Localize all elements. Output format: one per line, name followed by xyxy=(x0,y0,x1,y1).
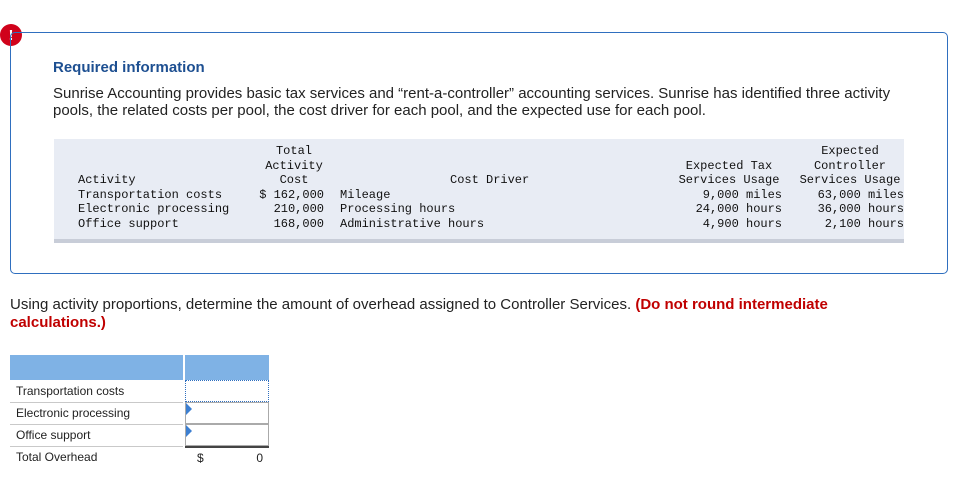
row-activity: Electronic processing xyxy=(78,202,230,216)
row-ctrl-usage: 36,000 hours xyxy=(817,202,904,216)
activity-data-table xyxy=(54,139,904,243)
header-tax-line1: Expected Tax xyxy=(685,158,773,173)
alert-icon: ! xyxy=(0,24,22,46)
info-description: Sunrise Accounting provides basic tax services and “rent-a-controller” accounting services. Sunrise has identified three activity pools, the related costs per pool, the cost driver for each pool, and the expected use for each pool. xyxy=(53,85,891,119)
row-ctrl-usage: 2,100 hours xyxy=(824,216,904,231)
office-support-amount-input[interactable] xyxy=(185,424,269,446)
answer-row xyxy=(10,380,269,402)
answer-table xyxy=(10,355,269,468)
total-overhead-value xyxy=(185,446,269,468)
answer-row-label: Office support xyxy=(10,424,183,446)
total-value: 0 xyxy=(256,451,263,465)
header-total-cost-line3: Cost xyxy=(279,173,309,187)
header-ctrl-line3: Services Usage xyxy=(799,173,901,187)
answer-header-label-cell xyxy=(10,355,183,380)
row-activity: Office support xyxy=(78,216,179,231)
row-activity: Transportation costs xyxy=(78,187,223,202)
header-tax-line2: Services Usage xyxy=(678,173,780,187)
row-tax-usage: 24,000 hours xyxy=(695,202,782,216)
row-cost: $ 162,000 xyxy=(259,187,324,202)
row-ctrl-usage: 63,000 miles xyxy=(817,187,904,202)
transportation-amount-input[interactable] xyxy=(185,380,269,402)
total-overhead-label: Total Overhead xyxy=(16,450,98,465)
info-title: Required information xyxy=(53,59,205,76)
answer-row xyxy=(10,424,269,446)
row-tax-usage: 9,000 miles xyxy=(702,187,782,202)
answer-header-row xyxy=(10,355,269,380)
row-cost: 210,000 xyxy=(273,202,324,216)
header-ctrl-line2: Controller xyxy=(813,158,886,173)
header-total-cost-line1: Total xyxy=(275,144,312,158)
header-ctrl-line1: Expected xyxy=(821,144,879,158)
question-prompt xyxy=(10,296,890,332)
header-cost-driver: Cost Driver xyxy=(450,173,530,187)
input-marker-icon xyxy=(186,403,192,415)
answer-row-label: Electronic processing xyxy=(10,402,183,424)
row-cost: 168,000 xyxy=(273,216,324,231)
total-row xyxy=(10,446,269,468)
input-marker-icon xyxy=(186,425,192,437)
required-information-box xyxy=(10,32,948,274)
row-driver: Administrative hours xyxy=(340,216,485,231)
row-driver: Processing hours xyxy=(340,202,456,216)
answer-row-label: Transportation costs xyxy=(10,380,183,402)
electronic-processing-amount-input[interactable] xyxy=(185,402,269,424)
answer-header-value-cell xyxy=(185,355,269,380)
question-text: Using activity proportions, determine the amount of overhead assigned to Controller Services. xyxy=(10,296,632,313)
currency-symbol: $ xyxy=(197,451,204,465)
header-total-cost-line2: Activity xyxy=(265,158,323,173)
row-driver: Mileage xyxy=(340,187,391,202)
header-activity: Activity xyxy=(78,173,136,187)
answer-row xyxy=(10,402,269,424)
row-tax-usage: 4,900 hours xyxy=(702,216,782,231)
rounding-note: (Do not round intermediate calculations.) xyxy=(10,296,828,331)
